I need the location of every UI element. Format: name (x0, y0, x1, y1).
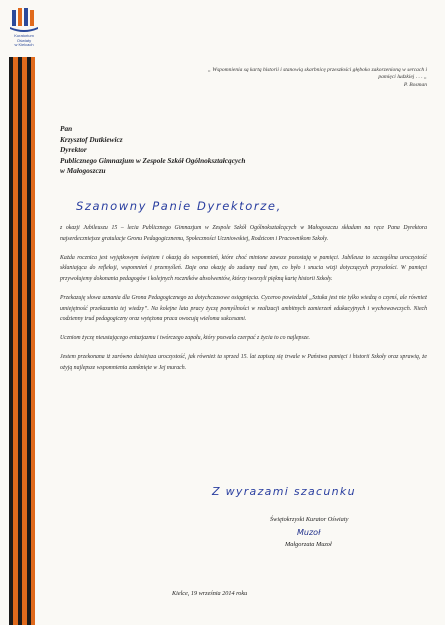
letter-body (60, 223, 427, 382)
handwritten-signature: Muzoł (297, 528, 321, 537)
body-paragraph-2: Każda rocznica jest wyjątkowym świętem i okazją do wspomnień, które choć minione zawsze pozostają w pamięci. Jubileusz to szczególna uroczystość skłaniająca do refleksji, wspomnień i przemyśleń. Daje ona okazję do zadumy nad tym, co było i snucia wizji dotyczących przyszłości. W pamięci przywołujemy dokonania pedagogów i kolejnych roczników absolwentów, którzy tworzyli piękną kartę historii Szkoły. (60, 254, 427, 282)
body-paragraph-1: z okazji Jubileuszu 15 – lecia Publicznego Gimnazjum w Zespole Szkół Ogólnokształcących w Małogoszczu składam na ręce Pana Dyrektora najserdeczniejsze gratulacje Gronu Pedagogicznemu, Społeczności Uczniowskiej, Rodzicom i Pracownikom Szkoły. (60, 225, 427, 242)
signer-name: Małgorzata Muzoł (285, 541, 332, 548)
logo-text-line1: Kuratorium Oświaty (14, 33, 34, 43)
closing-handwritten: Z wyrazami szacunku (212, 485, 356, 498)
recipient-address (60, 124, 245, 177)
body-paragraph-4: Uczniom życzę nieustającego entuzjazmu i twórczego zapału, który pozwala czerpać z życia to co najlepsze. (60, 335, 310, 342)
recipient-line-1: Pan (60, 124, 73, 133)
recipient-line-5: w Małogoszczu (60, 166, 106, 176)
recipient-line-4: Publicznego Gimnazjum w Zespole Szkół Ogólnokształcących (60, 155, 246, 165)
motto-quote (205, 67, 427, 89)
book-emblem-icon (9, 6, 39, 34)
motto-text: „ Wspomnienia są kartą historii i stanowią skarbnicę przeszłości głęboko zakorzenioną w sercach i pamięci ludzkiej . . . „ (207, 67, 427, 81)
recipient-line-2: Krzysztof Dutkiewicz (60, 134, 123, 144)
logo-text-line2: w Kielcach (14, 42, 34, 47)
body-paragraph-3: Przekazuję słowa uznania dla Grona Pedagogicznego za dotychczasowe osiągnięcia. Cyceroo powiedział „Sztuka jest nie tylko wiedzą o czymś, ale również umiejętność przekazania tej wiedzy”. Na kolejne lata pracy życzę pomyślności w realizacji ambitnych zamierzeń edukacyjnych i wychowawczych. Niech codzienny trud pedagogiczny oraz wytężona praca owocują wieloma sukcesami. (60, 294, 427, 323)
body-paragraph-5: Jestem przekonana iż zarówno dzisiejsza uroczystość, jak również ta sprzed 15. lat zapiszą się trwale w Państwa pamięci i historii Szkoły oraz sprawią, że ożyją najlepsze wspomnienia zamknięte w Jej murach. (60, 354, 427, 371)
signer-title: Świętokrzyski Kurator Oświaty (270, 516, 349, 523)
recipient-line-3: Dyrektor (60, 145, 87, 155)
place-and-date: Kielce, 19 września 2014 roku (172, 590, 248, 597)
kuratorium-logo (7, 6, 41, 54)
salutation-handwritten: Szanowny Panie Dyrektorze, (76, 199, 282, 213)
motto-author: P. Bosman (403, 81, 427, 88)
st-george-ribbon (9, 57, 35, 625)
